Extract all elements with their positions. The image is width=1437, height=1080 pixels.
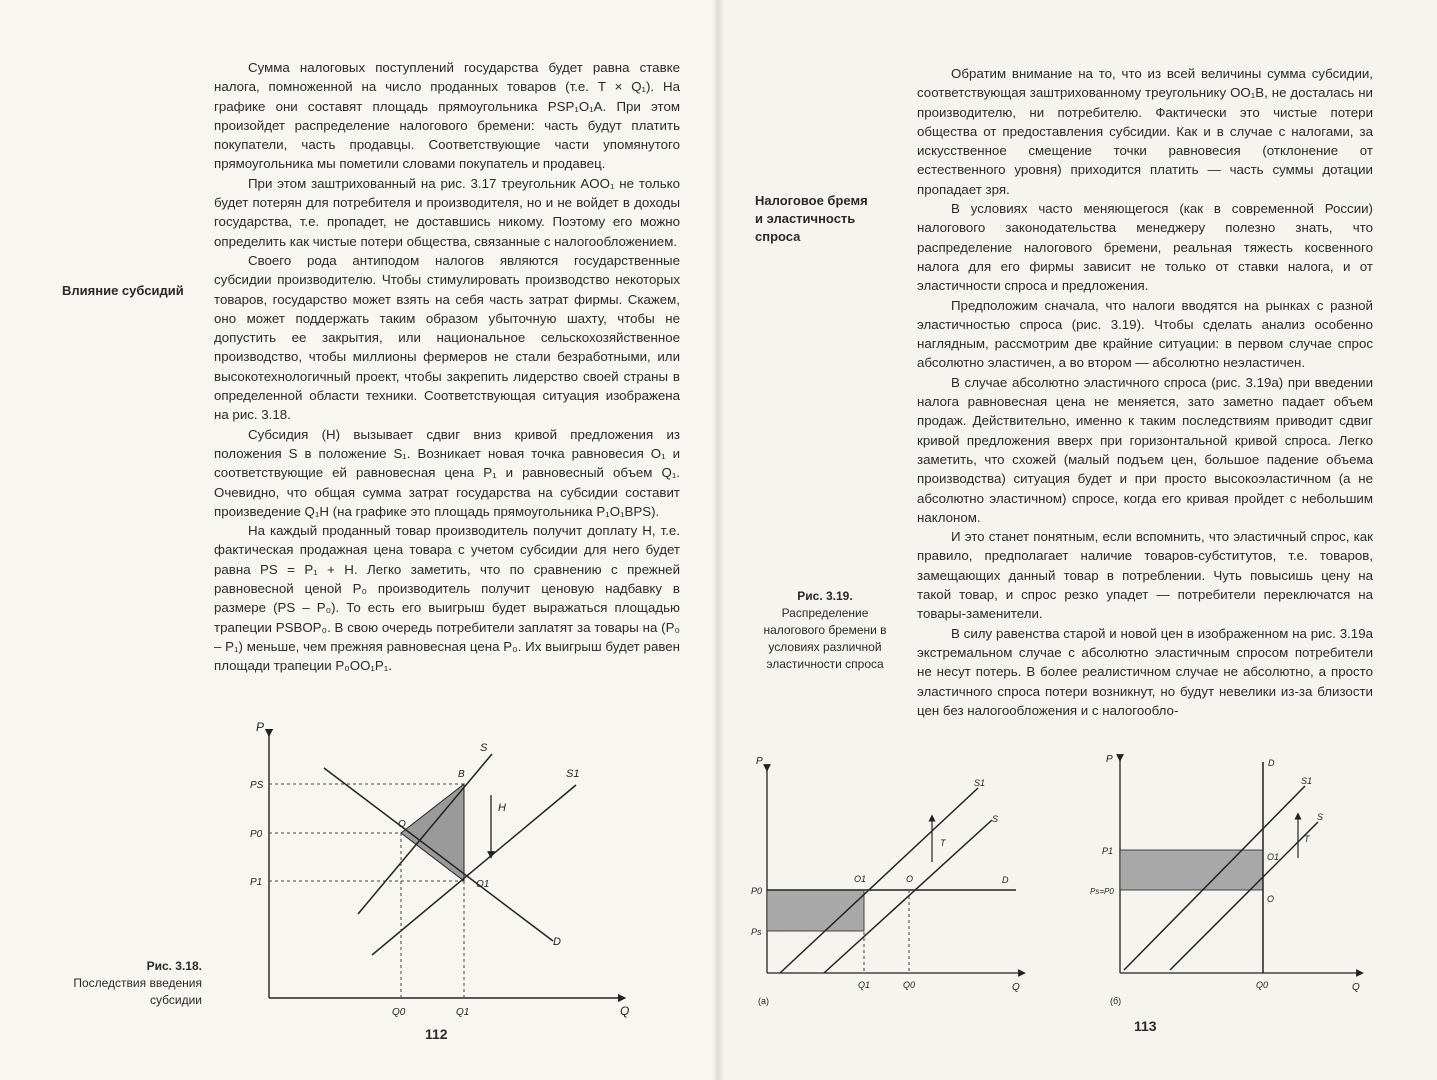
figure-3-19-caption bbox=[750, 588, 900, 673]
label-axis-p: P bbox=[1106, 754, 1113, 765]
label-s1: S1 bbox=[566, 768, 580, 780]
label-axis-q: Q bbox=[1012, 982, 1020, 993]
paragraph: Предположим сначала, что налоги вводятся на рынках с разной эластичностью спроса (рис. 3.19). Чтобы сделать анализ особенно наглядным, рассмотрим две крайние ситуации: в первом случае спрос абсолютно эластичен, а во втором — абсолютно неэластичен. bbox=[917, 297, 1373, 371]
label-d: D bbox=[1268, 758, 1275, 768]
label-o1: O1 bbox=[854, 874, 867, 884]
label-p1: P1 bbox=[250, 877, 263, 888]
label-d: D bbox=[1002, 875, 1009, 885]
figure-3-18-caption bbox=[72, 958, 202, 1009]
page-number-right: 113 bbox=[1134, 1018, 1157, 1034]
label-ps: Ps bbox=[751, 927, 762, 937]
label-t: T bbox=[940, 838, 946, 848]
paragraph: На каждый проданный товар производитель получит доплату H, т.е. фактическая продажная цена товара с учетом субсидии для него будет равна PS = P₁ + H. Легко заметить, что по сравнению с прежней равновесной ценой P₀ производитель получит ценовую надбавку в размере (PS – P₀). То есть его выигрыш будет выражаться площадью трапеции PSBOP₀. В свою очередь потребители заплатят за товары на (P₀ – P₁) меньше, чем прежняя равновесная цена P₀. Их выигрыш будет равен площади трапеции P₀OO₁P₁. bbox=[214, 523, 680, 674]
book-spine-shadow bbox=[712, 0, 724, 1080]
figure-3-18-chart bbox=[240, 715, 660, 1035]
label-s1: S1 bbox=[974, 778, 986, 788]
paragraph: Сумма налоговых поступлений государства будет равна ставке налога, помноженной на число проданных товаров (т.е. T × Q₁). На графике они составят площадь прямоугольника PSP₁O₁A. При этом произойдет распределение налогового бремени: часть будут платить покупатели, часть продавцы. Соответствующие части упомянутого прямоугольника мы пометили словами покупатель и продавец. bbox=[214, 60, 680, 172]
paragraph: В случае абсолютно эластичного спроса (рис. 3.19а) при введении налога равновесная цена не меняется, зато заметно падает объем продаж. Действительно, именно к таким последствиям приводит сдвиг кривой предложения вверх при горизонтальной кривой спроса. Легко заметить, что схожей (малый подъем цен, большое падение объема производства) ситуация будет и при просто высокоэластичном (а не абсолютно эластичном) спросе, когда его кривая пройдет с небольшим наклоном. bbox=[917, 374, 1373, 525]
label-s: S bbox=[992, 814, 999, 824]
supply-line-s bbox=[358, 754, 492, 914]
label-q0: Q0 bbox=[392, 1007, 406, 1018]
label-d: D bbox=[553, 936, 561, 948]
paragraph: И это станет понятным, если вспомнить, что эластичный спрос, как правило, предполагает наличие товаров-субститутов, т.е. товаров, замещающих данный товар в потреблении. Чуть повысишь цену на такой товар, и спрос резко упадет — потребители переключатся на товары-заменители. bbox=[917, 529, 1373, 622]
label-ps: PS bbox=[250, 780, 264, 791]
label-o: O bbox=[906, 874, 914, 884]
demand-line-d bbox=[324, 768, 553, 941]
figure-3-19b-chart bbox=[1090, 750, 1390, 1010]
label-s: S bbox=[480, 742, 488, 754]
label-axis-q: Q bbox=[1352, 982, 1360, 993]
label-b: B bbox=[458, 769, 465, 780]
supply-line-s1 bbox=[372, 785, 576, 955]
label-q1: Q1 bbox=[858, 980, 871, 990]
supply-line-s bbox=[1170, 822, 1318, 970]
label-p0: P0 bbox=[250, 829, 263, 840]
paragraph: Обратим внимание на то, что из всей величины сумма субсидии, соответствующая заштрихованному треугольнику OO₁B, не досталась ни производителю, ни потребителю. Фактически это чистые потери общества от предоставления субсидии. Как и в случае с налогами, за искусственное смещение точки равновесия (отклонение от естественного уровня) приходится платить — часть суммы дотации пропадает зря. bbox=[917, 66, 1373, 197]
paragraph: В условиях часто меняющегося (как в современной России) налогового законодательства менеджеру полезно знать, что распределение налогового бремени, реальная тяжесть косвенного налога для его фирмы зависит не только от ставки налога, и от эластичности спроса и предложения. bbox=[917, 201, 1373, 294]
label-o1: O1 bbox=[1267, 852, 1280, 862]
label-q0: Q0 bbox=[1256, 980, 1269, 990]
label-o1: O1 bbox=[476, 879, 490, 890]
chart-tag-b: (б) bbox=[1110, 996, 1122, 1006]
label-s: S bbox=[1317, 812, 1324, 822]
figure-label: Рис. 3.19. bbox=[797, 589, 853, 603]
label-q1: Q1 bbox=[456, 1007, 470, 1018]
chart-tag-a: (a) bbox=[758, 996, 769, 1006]
paragraph: В силу равенства старой и новой цен в изображенном на рис. 3.19а экстремальном случае с абсолютно эластичным спросом потребители не несут потерь. В более реалистичном случае не абсолютно, а просто эластичного спроса потери возникнут, но будут невелики из-за близости цен без налогообложения и с налогообло- bbox=[917, 625, 1373, 718]
label-ps-eq-p0: Ps=P0 bbox=[1090, 887, 1114, 896]
label-p1: P1 bbox=[1102, 846, 1114, 856]
right-page bbox=[718, 0, 1437, 1080]
label-axis-p: P bbox=[756, 756, 763, 767]
margin-heading-tax-burden: Налоговое бремя и эластичность спроса bbox=[755, 193, 868, 244]
tax-rectangle bbox=[767, 890, 864, 931]
page-number-left: 112 bbox=[425, 1026, 448, 1042]
label-q0: Q0 bbox=[903, 980, 916, 990]
paragraph: Своего рода антиподом налогов являются государственные субсидии производителю. Чтобы стимулировать производство некоторых товаров, государство может взять на себя часть затрат фирмы. Скажем, оно может поддержать таким образом убыточную шахту, чтобы не допустить ее закрытия, или национальное сельскохозяйственное производство, чтобы миллионы фермеров не стали безработными, или высокотехнологичный проект, чтобы закрепить лидерство своей страны в определенной области техники. Соответствующая ситуация изображена на рис. 3.18. bbox=[214, 252, 680, 423]
figure-caption-text: Распределение налогового бремени в условиях различной эластичности спроса bbox=[763, 606, 887, 671]
label-axis-q: Q bbox=[620, 1004, 630, 1018]
label-o: O bbox=[1267, 894, 1275, 904]
paragraph: При этом заштрихованный на рис. 3.17 треугольник AOO₁ не только будет потерян для потребителя и производителя, но и не войдет в доходы государства, т.е. пропадет, не доставшись никому. Поэтому его можно определить как чистые потери общества, связанные с налогообложением. bbox=[214, 175, 680, 249]
label-p0: P0 bbox=[751, 886, 763, 896]
label-t: T bbox=[1304, 834, 1310, 844]
figure-caption-text: Последствия введения субсидии bbox=[73, 976, 202, 1007]
label-axis-p: P bbox=[256, 720, 265, 734]
tax-rectangle bbox=[1120, 850, 1263, 890]
label-o: O bbox=[398, 819, 406, 830]
label-s1: S1 bbox=[1301, 776, 1313, 786]
figure-label: Рис. 3.18. bbox=[146, 959, 202, 973]
left-page-text bbox=[214, 58, 680, 676]
right-page-text bbox=[917, 64, 1373, 720]
margin-heading-subsidies: Влияние субсидий bbox=[62, 283, 184, 298]
label-h: H bbox=[498, 802, 506, 814]
left-page bbox=[0, 0, 718, 1080]
figure-3-19a-chart bbox=[746, 750, 1046, 1010]
supply-line-s1 bbox=[780, 788, 978, 973]
paragraph: Субсидия (H) вызывает сдвиг вниз кривой предложения из положения S в положение S₁. Возникает новая точка равновесия O₁ и соответствующие ей равновесная цена P₁ и равновесный объем Q₁. Очевидно, что общая сумма затрат государства на субсидии составит произведение Q₁H (на графике это площадь прямоугольника P₁O₁BPS). bbox=[214, 426, 680, 519]
